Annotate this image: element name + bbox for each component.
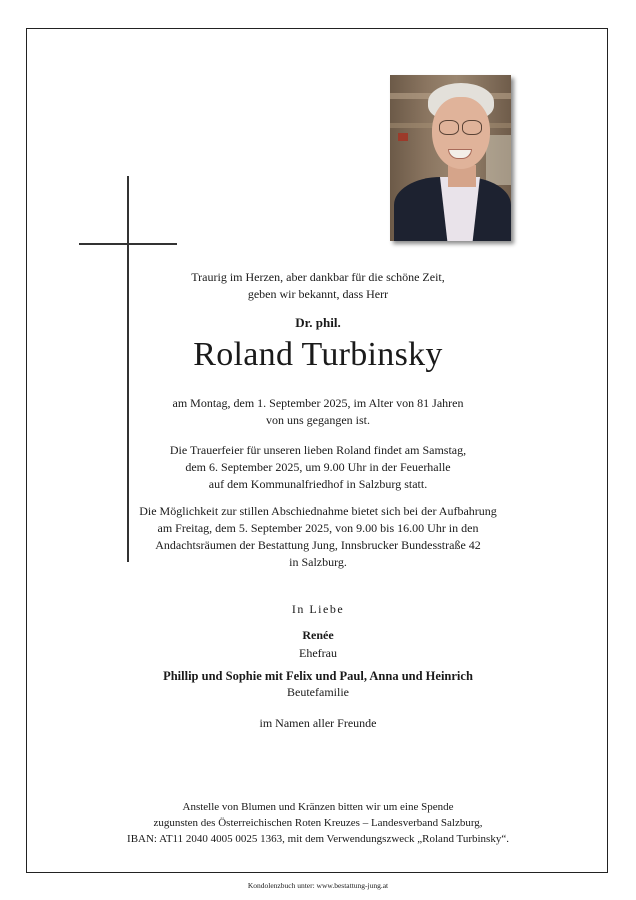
family-role: Beutefamilie — [287, 685, 349, 699]
in-liebe-heading: In Liebe — [291, 602, 345, 616]
academic-title: Dr. phil. — [295, 315, 341, 330]
portrait-photo — [390, 75, 511, 241]
wife-name: Renée — [302, 628, 334, 642]
family-names: Phillip und Sophie mit Felix und Paul, Anna und Heinrich — [163, 669, 473, 683]
intro-text: Traurig im Herzen, aber dankbar für die schöne Zeit, geben wir bekannt, dass Herr — [191, 270, 445, 301]
wife-role: Ehefrau — [299, 646, 337, 660]
friends-line: im Namen aller Freunde — [259, 716, 377, 730]
deceased-name: Roland Turbinsky — [193, 336, 443, 373]
viewing-text: Die Möglichkeit zur stillen Abschiednahme bietet sich bei der Aufbahrung am Freitag, dem 5. September 2025, von 9.00 bis 16.00 Uhr in den Andachtsräumen der Bestattung Jung, Innsbrucker Bundesstraße 42 in Salzburg. — [139, 504, 497, 569]
cross-horizontal-bar — [79, 243, 177, 245]
donation-text: Anstelle von Blumen und Kränzen bitten wir um eine Spende zugunsten des Österreichischen Roten Kreuzes – Landesverband Salzburg, IBAN: AT11 2040 4005 0025 1363, mit dem Verwendungszweck „Roland Turbinsky“. — [127, 801, 509, 845]
condolence-link[interactable]: Kondolenzbuch unter: www.bestattung-jung.at — [247, 881, 389, 890]
ceremony-text: Die Trauerfeier für unseren lieben Roland findet am Samstag, dem 6. September 2025, um 9.00 Uhr in der Feuerhalle auf dem Kommunalfriedhof in Salzburg statt. — [169, 443, 467, 491]
passing-text: am Montag, dem 1. September 2025, im Alter von 81 Jahren von uns gegangen ist. — [172, 396, 464, 427]
